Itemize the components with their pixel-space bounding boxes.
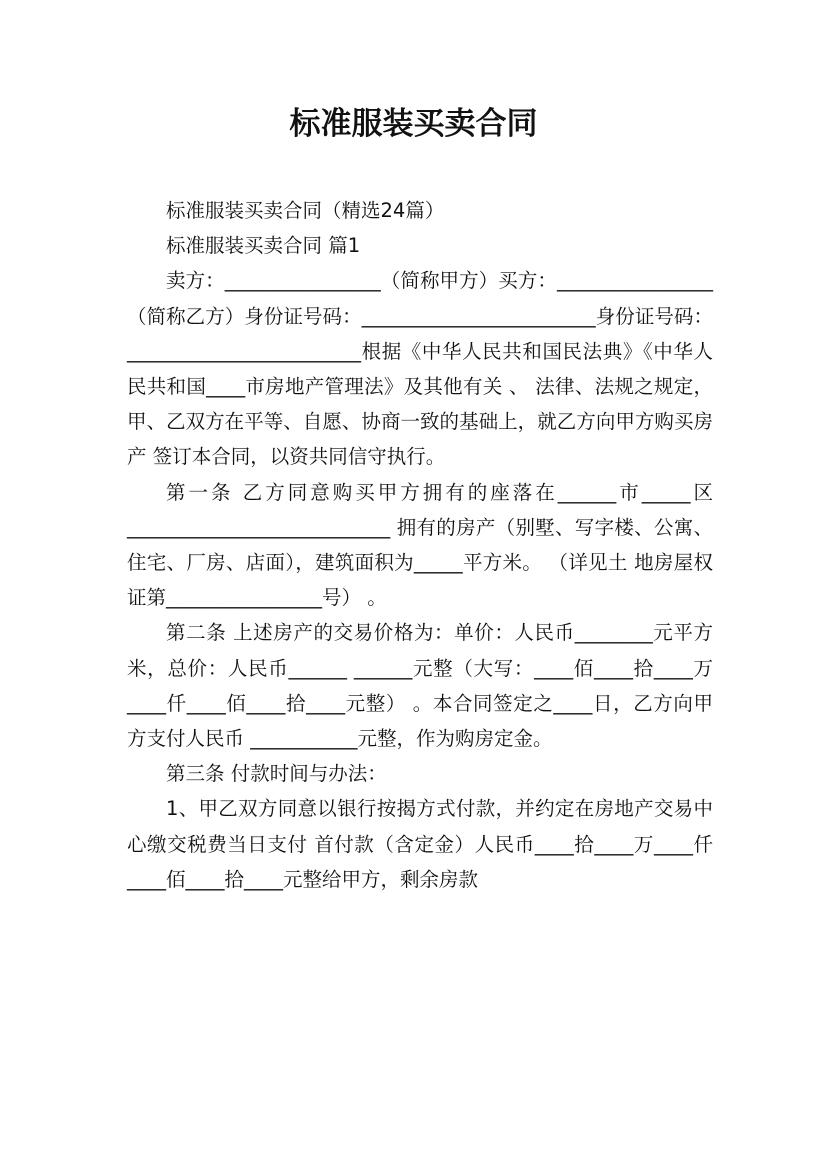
paragraph-article-3: 第三条 付款时间与办法： (166, 762, 387, 786)
paragraph-article-1: 第一条 乙方同意购买甲方拥有的座落在______市_____区___________________________ 拥有的房产（别墅、写字楼、公寓、住宅、厂房、店面），建筑面积为_____平方米。 （详见土 地房屋权证第________________号） 。 (127, 480, 713, 610)
document-title: 标准服装买卖合同 (289, 106, 538, 142)
paragraph-article-2: 第二条 上述房产的交易价格为：单价：人民币________元平方米，总价：人民币______ ______元整（大写：____佰____拾____万____仟____佰____拾____元整） 。本合同签定之____日，乙方向甲方支付人民币 ___________元整，作为购房定金。 (127, 621, 713, 751)
paragraph-section-heading: 标准服装买卖合同 篇1 (166, 234, 361, 258)
paragraph-article-3-item-1: 1、甲乙双方同意以银行按揭方式付款，并约定在房地产交易中心缴交税费当日支付 首付款（含定金）人民币____拾____万____仟____佰____拾____元整给甲方，剩余房款 (127, 797, 713, 891)
document-body (127, 193, 713, 897)
paragraph-subtitle: 标准服装买卖合同（精选24篇） (166, 199, 445, 222)
paragraph-parties: 卖方：________________（简称甲方）买方：________________（简称乙方）身份证号码：________________________身份证号码：________________________根据《中华人民共和国民法典》《中华人民共和国____市房地产管理法》及其他有关 、 法律、法规之规定，甲、乙双方在平等、自愿、协商一致的基础上，就乙方向甲方购买房产 签订本合同，以资共同信守执行。 (127, 269, 713, 469)
